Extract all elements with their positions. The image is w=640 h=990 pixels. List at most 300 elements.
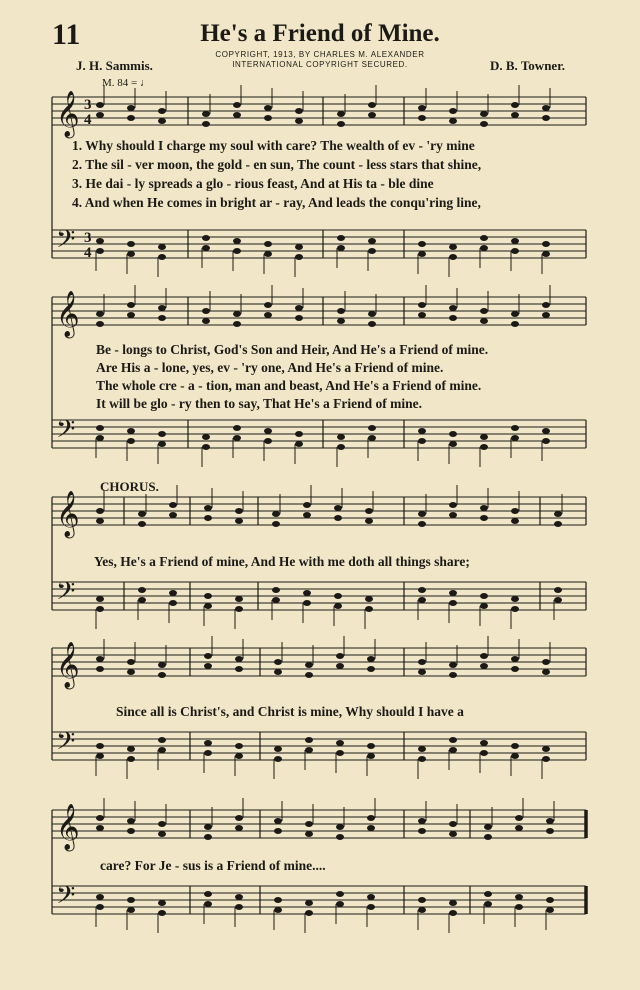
hymn-title: He's a Friend of Mine. [200, 20, 440, 47]
note-head [449, 821, 457, 827]
note-head [449, 831, 457, 837]
note-head [480, 515, 488, 521]
note-head [418, 659, 426, 665]
bass-clef-icon: 𝄢 [56, 577, 76, 612]
note-head [546, 818, 554, 824]
note-head [202, 444, 210, 450]
note-head [367, 904, 375, 910]
note-head [418, 587, 426, 593]
note-head [169, 600, 177, 606]
note-head [233, 311, 241, 317]
note-head [336, 653, 344, 659]
note-head [158, 244, 166, 250]
note-head [274, 756, 282, 762]
note-head [158, 747, 166, 753]
note-head [542, 669, 550, 675]
note-head [233, 112, 241, 118]
note-head [542, 438, 550, 444]
verse-1-line-1: 1. Why should I charge my soul with care? The wealth of ev - 'ry mine [72, 138, 475, 153]
note-head [511, 753, 519, 759]
note-head [158, 910, 166, 916]
time-signature-bottom: 4 [84, 245, 92, 261]
note-head [542, 302, 550, 308]
tempo-marking: M. 84 = ♩ [102, 77, 151, 89]
note-head [367, 753, 375, 759]
note-head [305, 821, 313, 827]
note-head [418, 669, 426, 675]
note-head [511, 656, 519, 662]
note-head [336, 663, 344, 669]
treble-clef-icon: 𝄞 [56, 642, 80, 688]
note-head [367, 825, 375, 831]
note-head [169, 512, 177, 518]
note-head [274, 659, 282, 665]
bass-clef-icon: 𝄢 [56, 225, 76, 260]
note-head [204, 505, 212, 511]
time-signature-bottom: 4 [84, 112, 92, 128]
note-head [418, 746, 426, 752]
note-head [554, 587, 562, 593]
note-head [127, 312, 135, 318]
note-head [138, 597, 146, 603]
note-head [204, 834, 212, 840]
note-head [480, 245, 488, 251]
note-head [233, 321, 241, 327]
note-head [127, 907, 135, 913]
note-head [233, 248, 241, 254]
note-head [204, 824, 212, 830]
note-head [158, 254, 166, 260]
note-head [480, 318, 488, 324]
note-head [305, 737, 313, 743]
note-head [418, 897, 426, 903]
note-head [365, 518, 373, 524]
note-head [480, 111, 488, 117]
note-head [418, 302, 426, 308]
note-head [158, 305, 166, 311]
note-head [303, 600, 311, 606]
note-head [235, 904, 243, 910]
note-head [202, 434, 210, 440]
note-head [158, 900, 166, 906]
bass-clef-icon: 𝄢 [56, 727, 76, 762]
note-head [295, 108, 303, 114]
note-head [305, 747, 313, 753]
note-head [96, 753, 104, 759]
verse-2-line-2: Are His a - lone, yes, ev - 'ry one, And He's a Friend of mine. [96, 360, 444, 375]
note-head [511, 112, 519, 118]
note-head [274, 746, 282, 752]
chorus-line-2: Since all is Christ's, and Christ is mine, Why should I have a [116, 704, 464, 719]
note-head [158, 431, 166, 437]
note-head [546, 907, 554, 913]
note-head [480, 663, 488, 669]
note-head [202, 318, 210, 324]
note-head [204, 901, 212, 907]
note-head [367, 656, 375, 662]
note-head [511, 238, 519, 244]
note-head [334, 515, 342, 521]
note-head [274, 669, 282, 675]
note-head [96, 666, 104, 672]
lyricist: J. H. Sammis. [76, 58, 153, 73]
note-head [96, 311, 104, 317]
note-head [295, 315, 303, 321]
note-head [204, 593, 212, 599]
note-head [449, 108, 457, 114]
treble-clef-icon: 𝄞 [56, 491, 80, 537]
note-head [418, 438, 426, 444]
note-head [542, 105, 550, 111]
note-head [368, 102, 376, 108]
note-head [202, 308, 210, 314]
note-head [449, 900, 457, 906]
copyright-line-2: INTERNATIONAL COPYRIGHT SECURED. [232, 60, 408, 69]
note-head [368, 112, 376, 118]
note-head [449, 305, 457, 311]
note-head [305, 900, 313, 906]
note-head [449, 441, 457, 447]
note-head [336, 740, 344, 746]
time-signature-top: 3 [84, 97, 92, 113]
note-head [367, 743, 375, 749]
note-head [264, 428, 272, 434]
note-head [204, 603, 212, 609]
note-head [418, 241, 426, 247]
note-head [158, 108, 166, 114]
chorus-line-1: Yes, He's a Friend of mine, And He with me doth all things share; [94, 554, 470, 569]
note-head [295, 254, 303, 260]
note-head [484, 901, 492, 907]
note-head [264, 312, 272, 318]
note-head [127, 828, 135, 834]
note-head [204, 750, 212, 756]
note-head [303, 590, 311, 596]
note-head [233, 102, 241, 108]
note-head [295, 305, 303, 311]
note-head [480, 750, 488, 756]
note-head [368, 321, 376, 327]
note-head [305, 662, 313, 668]
note-head [233, 238, 241, 244]
note-head [418, 597, 426, 603]
note-head [418, 105, 426, 111]
note-head [202, 245, 210, 251]
note-head [546, 897, 554, 903]
chorus-label: CHORUS. [100, 479, 159, 494]
note-head [96, 518, 104, 524]
note-head [449, 747, 457, 753]
note-head [127, 897, 135, 903]
note-head [367, 666, 375, 672]
note-head [274, 818, 282, 824]
note-head [295, 441, 303, 447]
note-head [546, 828, 554, 834]
verse-2-line-1: 2. The sil - ver moon, the gold - en sun, The count - less stars that shine, [72, 157, 482, 172]
note-head [158, 441, 166, 447]
note-head [418, 115, 426, 121]
note-head [235, 596, 243, 602]
note-head [96, 656, 104, 662]
note-head [515, 904, 523, 910]
note-head [127, 756, 135, 762]
note-head [484, 891, 492, 897]
note-head [204, 663, 212, 669]
note-head [542, 312, 550, 318]
note-head [449, 431, 457, 437]
note-head [202, 121, 210, 127]
note-head [418, 428, 426, 434]
note-head [368, 248, 376, 254]
note-head [264, 302, 272, 308]
note-head [158, 737, 166, 743]
note-head [127, 669, 135, 675]
note-head [337, 235, 345, 241]
note-head [235, 815, 243, 821]
note-head [127, 105, 135, 111]
note-head [158, 662, 166, 668]
note-head [235, 743, 243, 749]
note-head [418, 251, 426, 257]
note-head [554, 597, 562, 603]
composer: D. B. Towner. [490, 58, 566, 73]
bass-clef-icon: 𝄢 [56, 881, 76, 916]
note-head [480, 121, 488, 127]
note-head [511, 435, 519, 441]
note-head [272, 587, 280, 593]
note-head [418, 818, 426, 824]
note-head [449, 118, 457, 124]
note-head [127, 438, 135, 444]
note-head [449, 600, 457, 606]
note-head [235, 894, 243, 900]
note-head [235, 518, 243, 524]
note-head [418, 312, 426, 318]
note-head [202, 111, 210, 117]
time-signature-top: 3 [84, 230, 92, 246]
note-head [127, 115, 135, 121]
note-head [368, 435, 376, 441]
note-head [169, 502, 177, 508]
note-head [365, 508, 373, 514]
note-head [158, 118, 166, 124]
note-head [418, 828, 426, 834]
note-head [233, 435, 241, 441]
note-head [96, 894, 104, 900]
note-head [96, 508, 104, 514]
note-head [274, 828, 282, 834]
note-head [449, 244, 457, 250]
note-head [542, 251, 550, 257]
note-head [127, 659, 135, 665]
note-head [295, 118, 303, 124]
note-head [158, 831, 166, 837]
note-head [554, 511, 562, 517]
verse-4-line-2: It will be glo - ry then to say, That He's a Friend of mine. [96, 396, 422, 411]
note-head [96, 606, 104, 612]
note-head [542, 241, 550, 247]
note-head [418, 756, 426, 762]
note-head [127, 302, 135, 308]
note-head [449, 590, 457, 596]
note-head [511, 518, 519, 524]
note-head [235, 825, 243, 831]
note-head [96, 904, 104, 910]
note-head [96, 743, 104, 749]
note-head [542, 756, 550, 762]
note-head [367, 815, 375, 821]
verse-3-line-1: 3. He dai - ly spreads a glo - rious feast, And at His ta - ble dine [72, 176, 434, 191]
chorus-line-3: care? For Je - sus is a Friend of mine.... [100, 858, 326, 873]
note-head [202, 235, 210, 241]
verse-4-line-1: 4. And when He comes in bright ar - ray, And leads the conqu'ring line, [72, 195, 481, 210]
note-head [235, 508, 243, 514]
note-head [449, 502, 457, 508]
note-head [542, 746, 550, 752]
note-head [138, 511, 146, 517]
note-head [96, 435, 104, 441]
note-head [511, 596, 519, 602]
note-head [511, 425, 519, 431]
note-head [96, 596, 104, 602]
note-head [480, 235, 488, 241]
note-head [295, 431, 303, 437]
note-head [96, 425, 104, 431]
note-head [449, 910, 457, 916]
note-head [334, 603, 342, 609]
note-head [305, 910, 313, 916]
note-head [274, 897, 282, 903]
note-head [515, 815, 523, 821]
note-head [449, 662, 457, 668]
note-head [515, 825, 523, 831]
note-head [96, 238, 104, 244]
note-head [336, 834, 344, 840]
note-head [303, 502, 311, 508]
note-head [138, 521, 146, 527]
note-head [96, 102, 104, 108]
note-head [295, 244, 303, 250]
note-head [274, 907, 282, 913]
hymn-number: 11 [52, 18, 81, 51]
note-head [96, 248, 104, 254]
note-head [233, 425, 241, 431]
note-head [449, 737, 457, 743]
note-head [336, 891, 344, 897]
note-head [272, 597, 280, 603]
treble-clef-icon: 𝄞 [56, 804, 80, 850]
note-head [337, 121, 345, 127]
note-head [418, 521, 426, 527]
note-head [542, 428, 550, 434]
note-head [305, 672, 313, 678]
note-head [449, 512, 457, 518]
note-head [511, 321, 519, 327]
note-head [264, 105, 272, 111]
note-head [368, 238, 376, 244]
treble-clef-icon: 𝄞 [56, 91, 80, 137]
note-head [272, 521, 280, 527]
note-head [169, 590, 177, 596]
note-head [204, 740, 212, 746]
note-head [542, 115, 550, 121]
note-head [449, 315, 457, 321]
note-head [127, 251, 135, 257]
note-head [158, 315, 166, 321]
note-head [365, 596, 373, 602]
note-head [337, 434, 345, 440]
note-head [484, 834, 492, 840]
note-head [418, 907, 426, 913]
note-head [367, 894, 375, 900]
copyright-line-1: COPYRIGHT, 1913, BY CHARLES M. ALEXANDER [215, 50, 425, 59]
note-head [365, 606, 373, 612]
verse-3-line-2: The whole cre - a - tion, man and beast, And He's a Friend of mine. [96, 378, 482, 393]
note-head [138, 587, 146, 593]
note-head [511, 666, 519, 672]
note-head [368, 311, 376, 317]
note-head [204, 653, 212, 659]
note-head [204, 891, 212, 897]
note-head [511, 248, 519, 254]
note-head [96, 112, 104, 118]
note-head [264, 241, 272, 247]
note-head [449, 672, 457, 678]
note-head [511, 311, 519, 317]
note-head [158, 821, 166, 827]
note-head [368, 425, 376, 431]
note-head [484, 824, 492, 830]
note-head [235, 656, 243, 662]
note-head [515, 894, 523, 900]
note-head [334, 505, 342, 511]
note-head [480, 603, 488, 609]
note-head [305, 831, 313, 837]
note-head [235, 753, 243, 759]
note-head [511, 606, 519, 612]
note-head [480, 505, 488, 511]
note-head [336, 824, 344, 830]
note-head [337, 245, 345, 251]
note-head [480, 444, 488, 450]
note-head [235, 606, 243, 612]
note-head [449, 254, 457, 260]
note-head [127, 241, 135, 247]
note-head [511, 508, 519, 514]
note-head [480, 653, 488, 659]
note-head [337, 308, 345, 314]
note-head [127, 746, 135, 752]
note-head [264, 115, 272, 121]
note-head [272, 511, 280, 517]
note-head [235, 666, 243, 672]
note-head [480, 740, 488, 746]
note-head [480, 593, 488, 599]
verse-1-line-2: Be - longs to Christ, God's Son and Heir, And He's a Friend of mine. [96, 342, 489, 357]
note-head [554, 521, 562, 527]
note-head [511, 102, 519, 108]
note-head [337, 318, 345, 324]
bass-clef-icon: 𝄢 [56, 415, 76, 450]
note-head [303, 512, 311, 518]
note-head [127, 818, 135, 824]
note-head [336, 901, 344, 907]
note-head [542, 659, 550, 665]
treble-clef-icon: 𝄞 [56, 291, 80, 337]
note-head [418, 511, 426, 517]
note-head [337, 111, 345, 117]
note-head [96, 815, 104, 821]
